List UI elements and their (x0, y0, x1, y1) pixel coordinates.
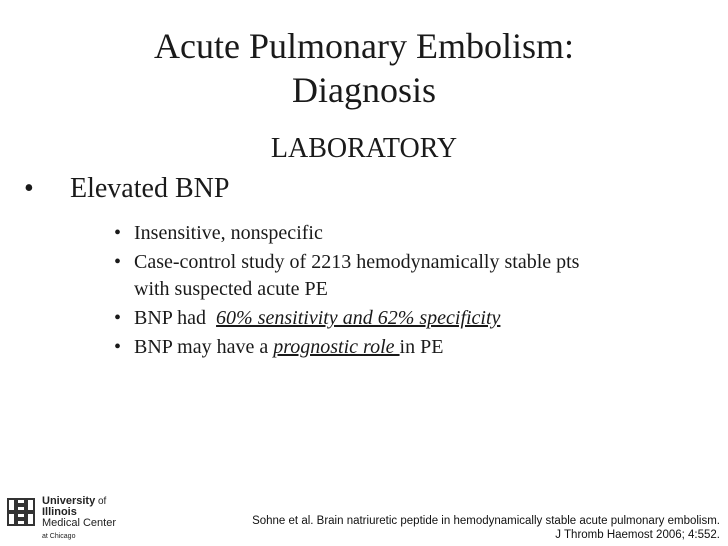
university-logo (6, 494, 118, 540)
bullet-icon: • (24, 173, 34, 204)
main-bullet (24, 172, 229, 206)
sub-bullet-4-emphasis: prognostic role (273, 336, 400, 358)
title-line-1: Acute Pulmonary Embolism: (154, 26, 574, 66)
sub-bullet-3 (114, 305, 704, 332)
sub-bullet-4-prefix: BNP may have a (134, 336, 274, 358)
citation-line-2: J Thromb Haemost 2006; 4:552. (555, 529, 720, 541)
sub-bullet-4-suffix: in PE (399, 336, 444, 358)
logo-line-2: Illinois (42, 506, 77, 518)
sub-bullet-list (114, 220, 704, 363)
sub-bullet-2-line-1: Case-control study of 2213 hemodynamically stable pts (134, 251, 580, 273)
sub-bullet-1 (114, 220, 704, 247)
bullet-icon: • (114, 336, 122, 358)
citation-line-1: Sohne et al. Brain natriuretic peptide in hemodynamically stable acute pulmonary embolism. (252, 515, 720, 527)
logo-line-4: at Chicago (42, 533, 76, 540)
sub-bullet-3-emphasis: 60% sensitivity and 62% specificity (216, 307, 501, 329)
logo-line-1: University (42, 495, 96, 507)
uic-logo-icon (6, 497, 36, 527)
sub-bullet-1-text: Insensitive, nonspecific (134, 222, 323, 244)
title-line-2: Diagnosis (292, 70, 436, 110)
main-bullet-text: Elevated BNP (70, 173, 230, 204)
bullet-icon: • (114, 307, 122, 329)
logo-line-3: Medical Center (42, 517, 116, 529)
sub-bullet-2 (114, 249, 704, 303)
sub-bullet-4 (114, 334, 704, 361)
logo-wordmark (42, 494, 116, 542)
slide-title (60, 24, 668, 112)
logo-line-1-suffix: of (95, 496, 107, 507)
bullet-icon: • (114, 251, 122, 273)
bullet-icon: • (114, 222, 122, 244)
sub-bullet-2-line-2: with suspected acute PE (134, 278, 328, 300)
citation (252, 514, 720, 542)
sub-bullet-3-prefix: BNP had (134, 307, 217, 329)
section-heading: LABORATORY (270, 133, 458, 164)
